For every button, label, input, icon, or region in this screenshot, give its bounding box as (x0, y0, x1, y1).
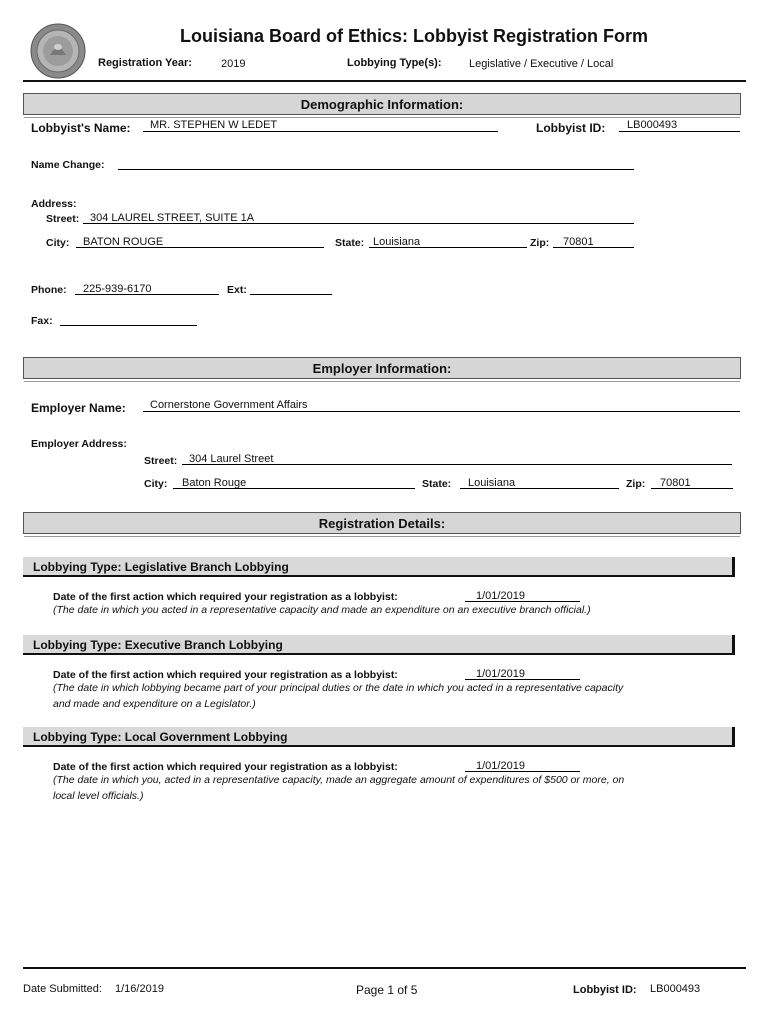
lobbyist-id-label: Lobbyist ID: (536, 121, 606, 135)
lobbyist-id-line (619, 131, 740, 132)
state-value: Louisiana (373, 236, 421, 248)
lobbying-types-label: Lobbying Type(s): (347, 57, 442, 69)
fax-label: Fax: (31, 315, 53, 327)
first-action-note: (The date in which lobbying became part of your principal duties or the date in which you acted in a representative capacity and made and expenditure on a Legislator.) (53, 682, 624, 710)
footer-lobbyist-id-value: LB000493 (650, 983, 701, 995)
registration-year-value: 2019 (221, 58, 246, 70)
first-action-date-line (465, 601, 580, 602)
name-change-label: Name Change: (31, 159, 105, 171)
employer-street-line (182, 464, 732, 465)
date-submitted-label: Date Submitted: (23, 983, 102, 995)
lobbying-types-value: Legislative / Executive / Local (469, 58, 614, 70)
zip-label: Zip: (530, 237, 550, 249)
employer-street-value: 304 Laurel Street (189, 453, 274, 465)
city-line (76, 247, 324, 248)
employer-state-value: Louisiana (468, 477, 516, 489)
lobbyist-id-value: LB000493 (627, 119, 678, 131)
street-value: 304 LAUREL STREET, SUITE 1A (90, 212, 255, 224)
employer-zip-line (651, 488, 733, 489)
phone-value: 225-939-6170 (83, 283, 152, 295)
employer-zip-label: Zip: (626, 478, 646, 490)
first-action-date: 1/01/2019 (476, 760, 525, 772)
street-label: Street: (46, 213, 80, 225)
page-title: Louisiana Board of Ethics: Lobbyist Registration Form (180, 26, 649, 46)
first-action-label: Date of the first action which required your registration as a lobbyist: (53, 761, 398, 773)
employer-name-value: Cornerstone Government Affairs (150, 399, 308, 411)
state-label: State: (335, 237, 365, 249)
lobbying-type-legislative: Lobbying Type: Legislative Branch Lobbying (23, 557, 735, 577)
date-submitted-value: 1/16/2019 (115, 983, 164, 995)
first-action-date-line (465, 771, 580, 772)
name-change-line (118, 169, 634, 170)
phone-line (75, 294, 219, 295)
city-label: City: (46, 237, 70, 249)
employer-city-label: City: (144, 478, 168, 490)
employer-name-line (143, 411, 740, 412)
employer-zip-value: 70801 (660, 477, 691, 489)
first-action-label: Date of the first action which required your registration as a lobbyist: (53, 591, 398, 603)
first-action-date: 1/01/2019 (476, 590, 525, 602)
page-number: Page 1 of 5 (356, 983, 418, 997)
footer-lobbyist-id-label: Lobbyist ID: (573, 984, 637, 996)
state-line (369, 247, 527, 248)
first-action-date-line (465, 679, 580, 680)
employer-state-label: State: (422, 478, 452, 490)
phone-label: Phone: (31, 284, 67, 296)
zip-line (553, 247, 634, 248)
header-divider (23, 80, 746, 82)
lobbyist-name-label: Lobbyist's Name: (31, 121, 131, 135)
employer-street-label: Street: (144, 455, 178, 467)
first-action-note: (The date in which you acted in a representative capacity and made an expenditure on an executive branch official.) (53, 604, 591, 616)
employer-name-label: Employer Name: (31, 401, 126, 415)
employer-city-value: Baton Rouge (182, 477, 247, 489)
employer-section-header: Employer Information: (23, 357, 741, 379)
state-seal-logo (30, 23, 86, 79)
registration-year-label: Registration Year: (98, 57, 192, 69)
lobbying-type-local: Lobbying Type: Local Government Lobbying (23, 727, 735, 747)
registration-section-header: Registration Details: (23, 512, 741, 534)
street-line (83, 223, 634, 224)
address-label: Address: (31, 198, 77, 210)
employer-address-label: Employer Address: (31, 438, 127, 450)
ext-label: Ext: (227, 284, 247, 296)
demographic-section-header: Demographic Information: (23, 93, 741, 115)
zip-value: 70801 (563, 236, 594, 248)
city-value: BATON ROUGE (83, 236, 164, 248)
first-action-note: (The date in which you, acted in a representative capacity, made an aggregate amount of expenditures of $500 or more, on local level officials.) (53, 774, 625, 802)
first-action-date: 1/01/2019 (476, 668, 525, 680)
lobbyist-name-line (143, 131, 498, 132)
first-action-label: Date of the first action which required your registration as a lobbyist: (53, 669, 398, 681)
footer-divider (23, 967, 746, 969)
lobbying-type-executive: Lobbying Type: Executive Branch Lobbying (23, 635, 735, 655)
fax-line (60, 325, 197, 326)
employer-city-line (173, 488, 415, 489)
lobbyist-name-value: MR. STEPHEN W LEDET (150, 119, 278, 131)
ext-line (250, 294, 332, 295)
employer-state-line (460, 488, 619, 489)
